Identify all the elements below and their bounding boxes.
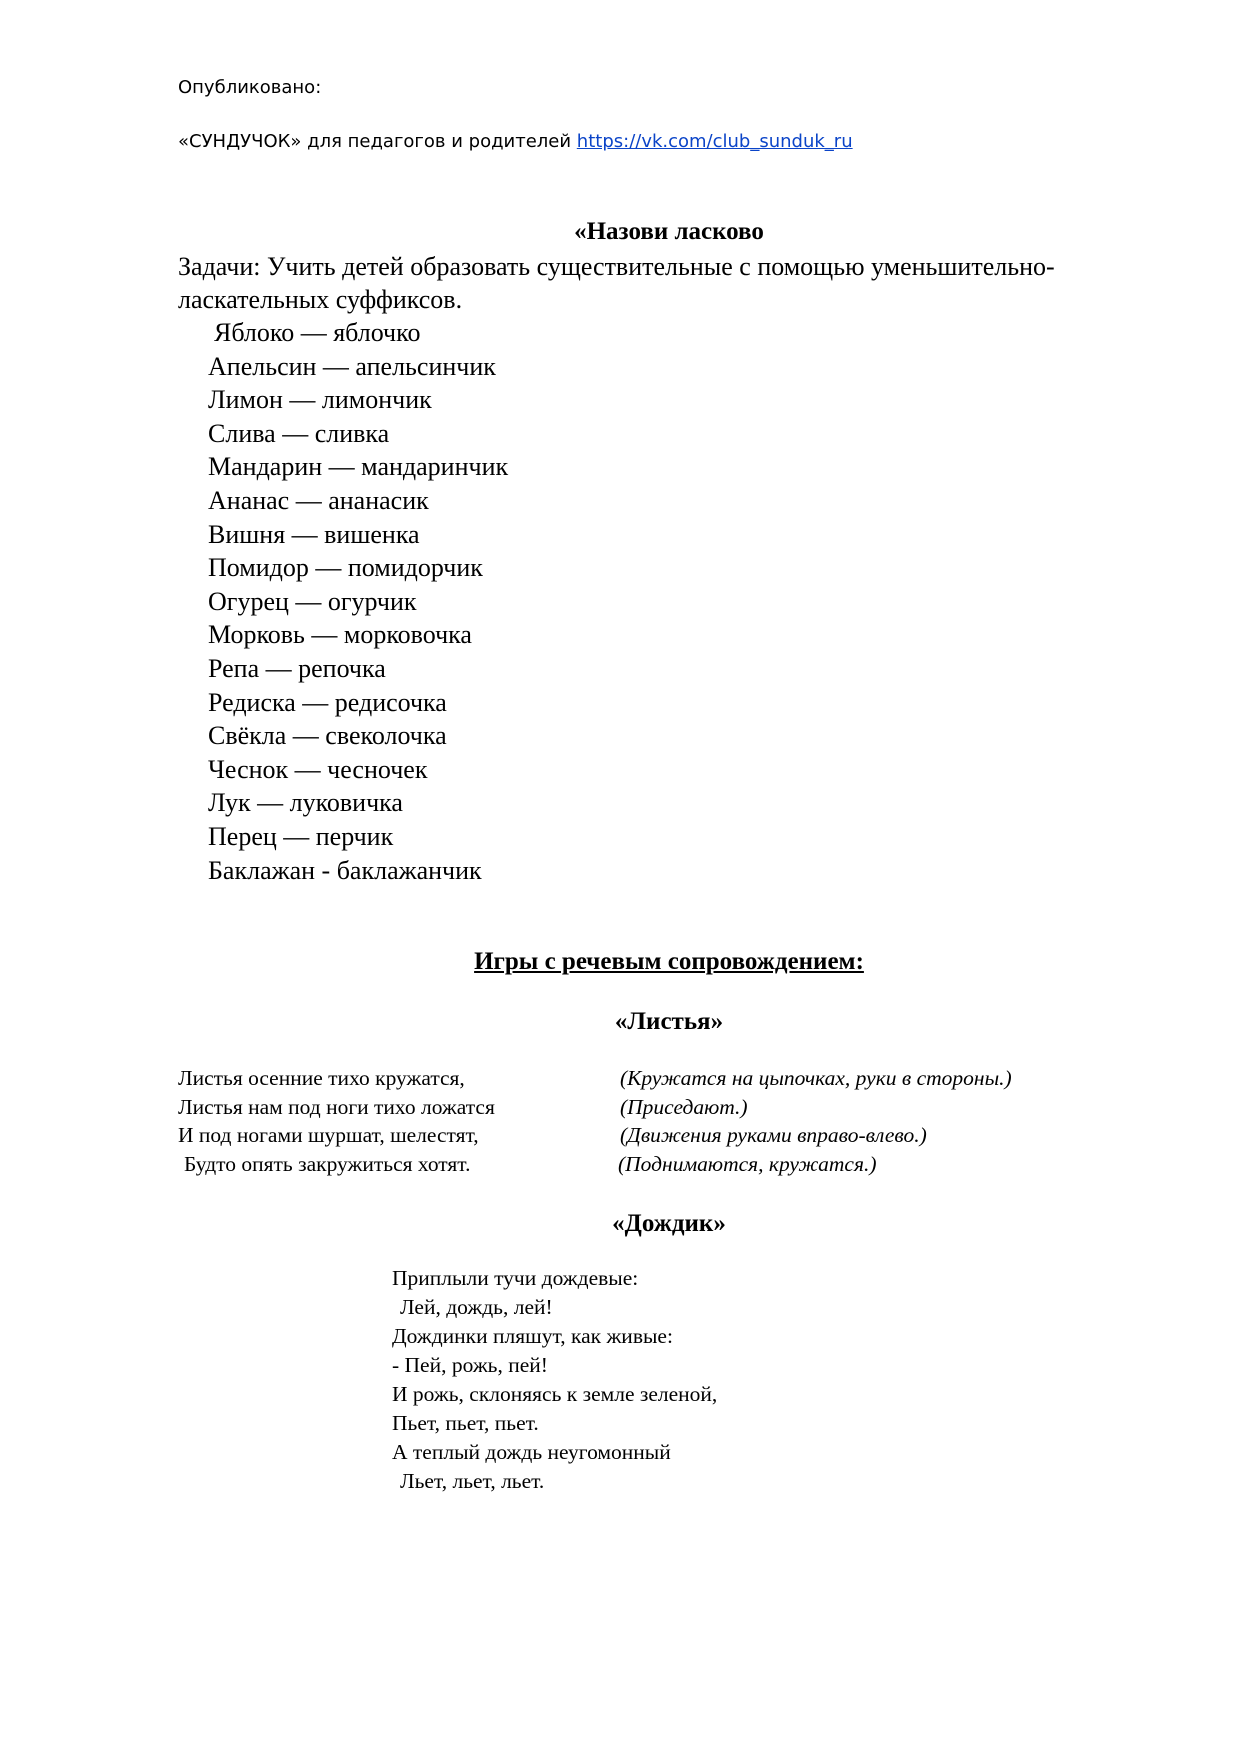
word-pair-list: [208, 316, 508, 887]
games-heading-text: Игры с речевым сопровождением:: [474, 948, 864, 975]
poem-line: Листья осенние тихо кружатся,: [178, 1066, 465, 1090]
poem-action-note: (Кружатся на цыпочках, руки в стороны.): [620, 1066, 1012, 1090]
poem-row: [178, 1093, 1178, 1122]
word-pair: Редиска — редисочка: [208, 687, 447, 717]
poem-line: - Пей, рожь, пей!: [392, 1353, 548, 1377]
leaves-poem-title: «Листья»: [614, 1008, 724, 1035]
word-pair: Морковь — морковочка: [208, 620, 472, 650]
publisher-line: [178, 130, 853, 154]
word-pair: Апельсин — апельсинчик: [208, 351, 496, 381]
games-heading: [178, 946, 1160, 978]
poem-line: И под ногами шуршат, шелестят,: [178, 1123, 479, 1148]
poem-row: [178, 1121, 1178, 1150]
word-pair: Чеснок — чесночек: [208, 754, 428, 784]
publisher-link[interactable]: https://vk.com/club_sunduk_ru: [576, 131, 853, 152]
rain-poem-title: «Дождик»: [612, 1210, 726, 1237]
poem-line: Пьет, пьет, пьет.: [392, 1411, 539, 1435]
publisher-text: «СУНДУЧОК» для педагогов и родителей: [178, 131, 577, 152]
word-pair: Вишня — вишенка: [208, 519, 420, 549]
poem-row: [178, 1150, 1178, 1179]
word-pair: Слива — сливка: [208, 418, 390, 448]
word-pair: Ананас — ананасик: [208, 485, 429, 515]
poem-line: И рожь, склоняясь к земле зеленой,: [392, 1382, 718, 1406]
leaves-poem: [178, 1064, 1178, 1179]
poem-line: Льет, льет, льет.: [400, 1469, 545, 1493]
word-pair: Свёкла — свеколочка: [208, 721, 447, 751]
poem-action-note: (Приседают.): [620, 1094, 748, 1119]
word-pair: Помидор — помидорчик: [208, 553, 483, 583]
word-pair: Баклажан - баклажанчик: [208, 855, 482, 885]
poem-row: [178, 1064, 1178, 1093]
poem-action-note: (Движения руками вправо-влево.): [620, 1123, 927, 1148]
poem-line: А теплый дождь неугомонный: [392, 1440, 671, 1464]
word-pair: Лимон — лимончик: [208, 385, 432, 415]
word-pair: Репа — репочка: [208, 653, 386, 683]
game-title: «Назови ласково: [574, 218, 764, 245]
poem-action-note: (Поднимаются, кружатся.): [618, 1152, 877, 1177]
published-label: Опубликовано:: [178, 77, 322, 98]
rain-poem: [392, 1264, 717, 1496]
poem-line: Будто опять закружиться хотят.: [184, 1152, 471, 1177]
word-pair: Яблоко — яблочко: [214, 318, 421, 347]
task-text: Задачи: Учить детей образовать существительные с помощью уменьшительно-ласкательных суффиксов.: [178, 252, 1055, 314]
word-pair: Мандарин — мандаринчик: [208, 452, 509, 482]
poem-line: Лей, дождь, лей!: [400, 1295, 553, 1319]
poem-line: Дождинки пляшут, как живые:: [392, 1324, 673, 1348]
word-pair: Перец — перчик: [208, 821, 394, 851]
poem-line: Приплыли тучи дождевые:: [392, 1266, 639, 1290]
poem-line: Листья нам под ноги тихо ложатся: [178, 1094, 495, 1119]
word-pair: Огурец — огурчик: [208, 586, 417, 616]
word-pair: Лук — луковичка: [208, 788, 403, 818]
